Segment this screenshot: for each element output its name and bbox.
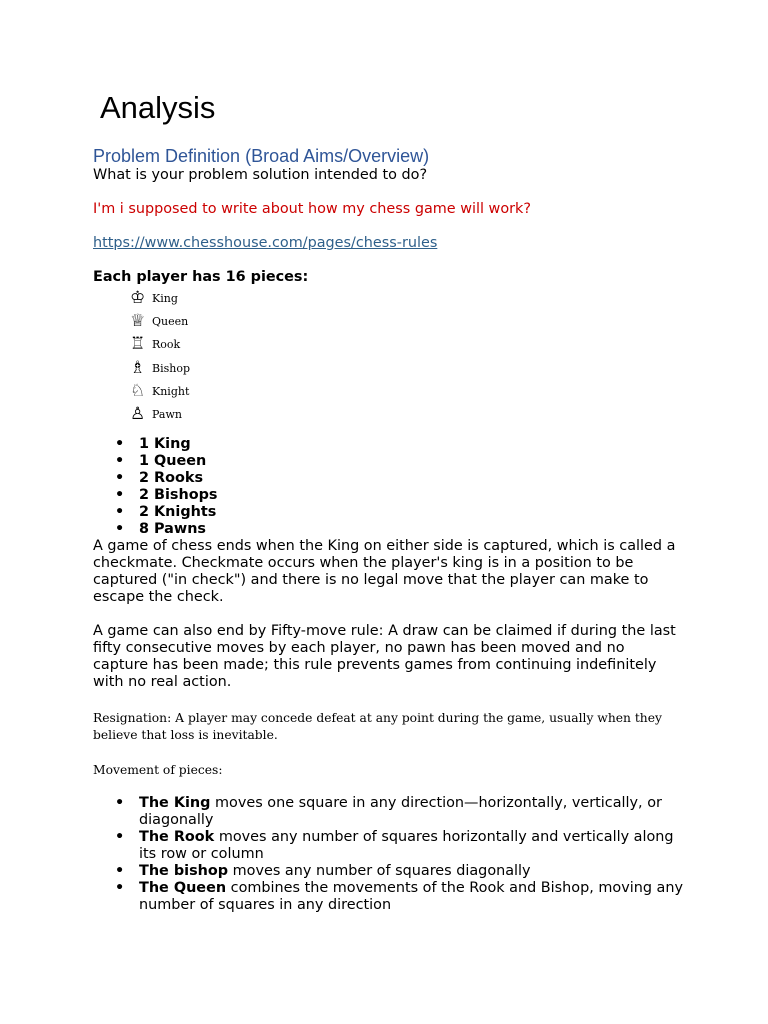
legend-row-pawn [130, 406, 182, 423]
legend-label: King [152, 292, 178, 305]
checkmate-paragraph: A game of chess ends when the King on either side is captured, which is called a checkmate. Checkmate occurs when the player's king is in a position to be captured ("in check") and there is no legal move that the player can make to escape the check. [93, 538, 676, 605]
legend-label: Rook [152, 338, 181, 351]
legend-label: Queen [152, 315, 189, 328]
list-item: • 2 Bishops [93, 487, 218, 504]
legend-label: Pawn [152, 408, 182, 421]
legend-row-rook [130, 336, 180, 353]
list-item: • 1 King [93, 436, 218, 453]
page-title: Analysis [100, 90, 216, 125]
author-note: I'm i supposed to write about how my chess game will work? [93, 201, 532, 217]
king-icon: ♔ [130, 288, 146, 308]
pieces-heading: Each player has 16 pieces: [93, 269, 309, 285]
list-item [93, 863, 693, 880]
rook-icon: ♖ [130, 334, 146, 354]
piece-name: The Rook [139, 829, 215, 845]
list-item [93, 795, 693, 829]
pawn-icon: ♙ [130, 404, 146, 424]
knight-icon: ♘ [130, 381, 146, 401]
question-text: What is your problem solution intended to do? [93, 167, 428, 183]
list-item [93, 829, 693, 863]
movement-text: moves any number of squares diagonally [228, 863, 531, 879]
movement-text: moves any number of squares horizontally and vertically along its row or column [139, 829, 674, 862]
bishop-icon: ♗ [130, 358, 146, 378]
legend-row-bishop [130, 360, 190, 377]
movement-heading: Movement of pieces: [93, 763, 223, 777]
queen-icon: ♕ [130, 311, 146, 331]
legend-row-knight [130, 383, 189, 400]
piece-name: The King [139, 795, 211, 811]
legend-label: Bishop [152, 362, 190, 375]
piece-name: The Queen [139, 880, 227, 896]
list-item: • 2 Knights [93, 504, 218, 521]
chess-rules-link[interactable]: https://www.chesshouse.com/pages/chess-rules [93, 235, 438, 251]
movement-text: combines the movements of the Rook and Bishop, moving any number of squares in any direction [139, 880, 684, 913]
piece-name: The bishop [139, 863, 229, 879]
legend-label: Knight [152, 385, 190, 398]
list-item: • 1 Queen [93, 453, 218, 470]
legend-row-queen [130, 313, 188, 330]
list-item: • 2 Rooks [93, 470, 218, 487]
movement-text: moves one square in any direction—horizontally, vertically, or diagonally [139, 795, 662, 828]
movement-list [93, 795, 693, 914]
piece-count-list [93, 436, 218, 538]
section-heading: Problem Definition (Broad Aims/Overview) [93, 146, 430, 166]
fifty-move-paragraph: A game can also end by Fifty-move rule: A draw can be claimed if during the last fifty consecutive moves by each player, no pawn has been moved and no capture has been made; this rule prevents games from continuing indefinitely with no real action. [93, 623, 676, 690]
list-item: • 8 Pawns [93, 521, 218, 538]
legend-row-king [130, 290, 178, 307]
list-item [93, 880, 693, 914]
resignation-paragraph: Resignation: A player may concede defeat at any point during the game, usually when they believe that loss is inevitable. [93, 711, 662, 742]
